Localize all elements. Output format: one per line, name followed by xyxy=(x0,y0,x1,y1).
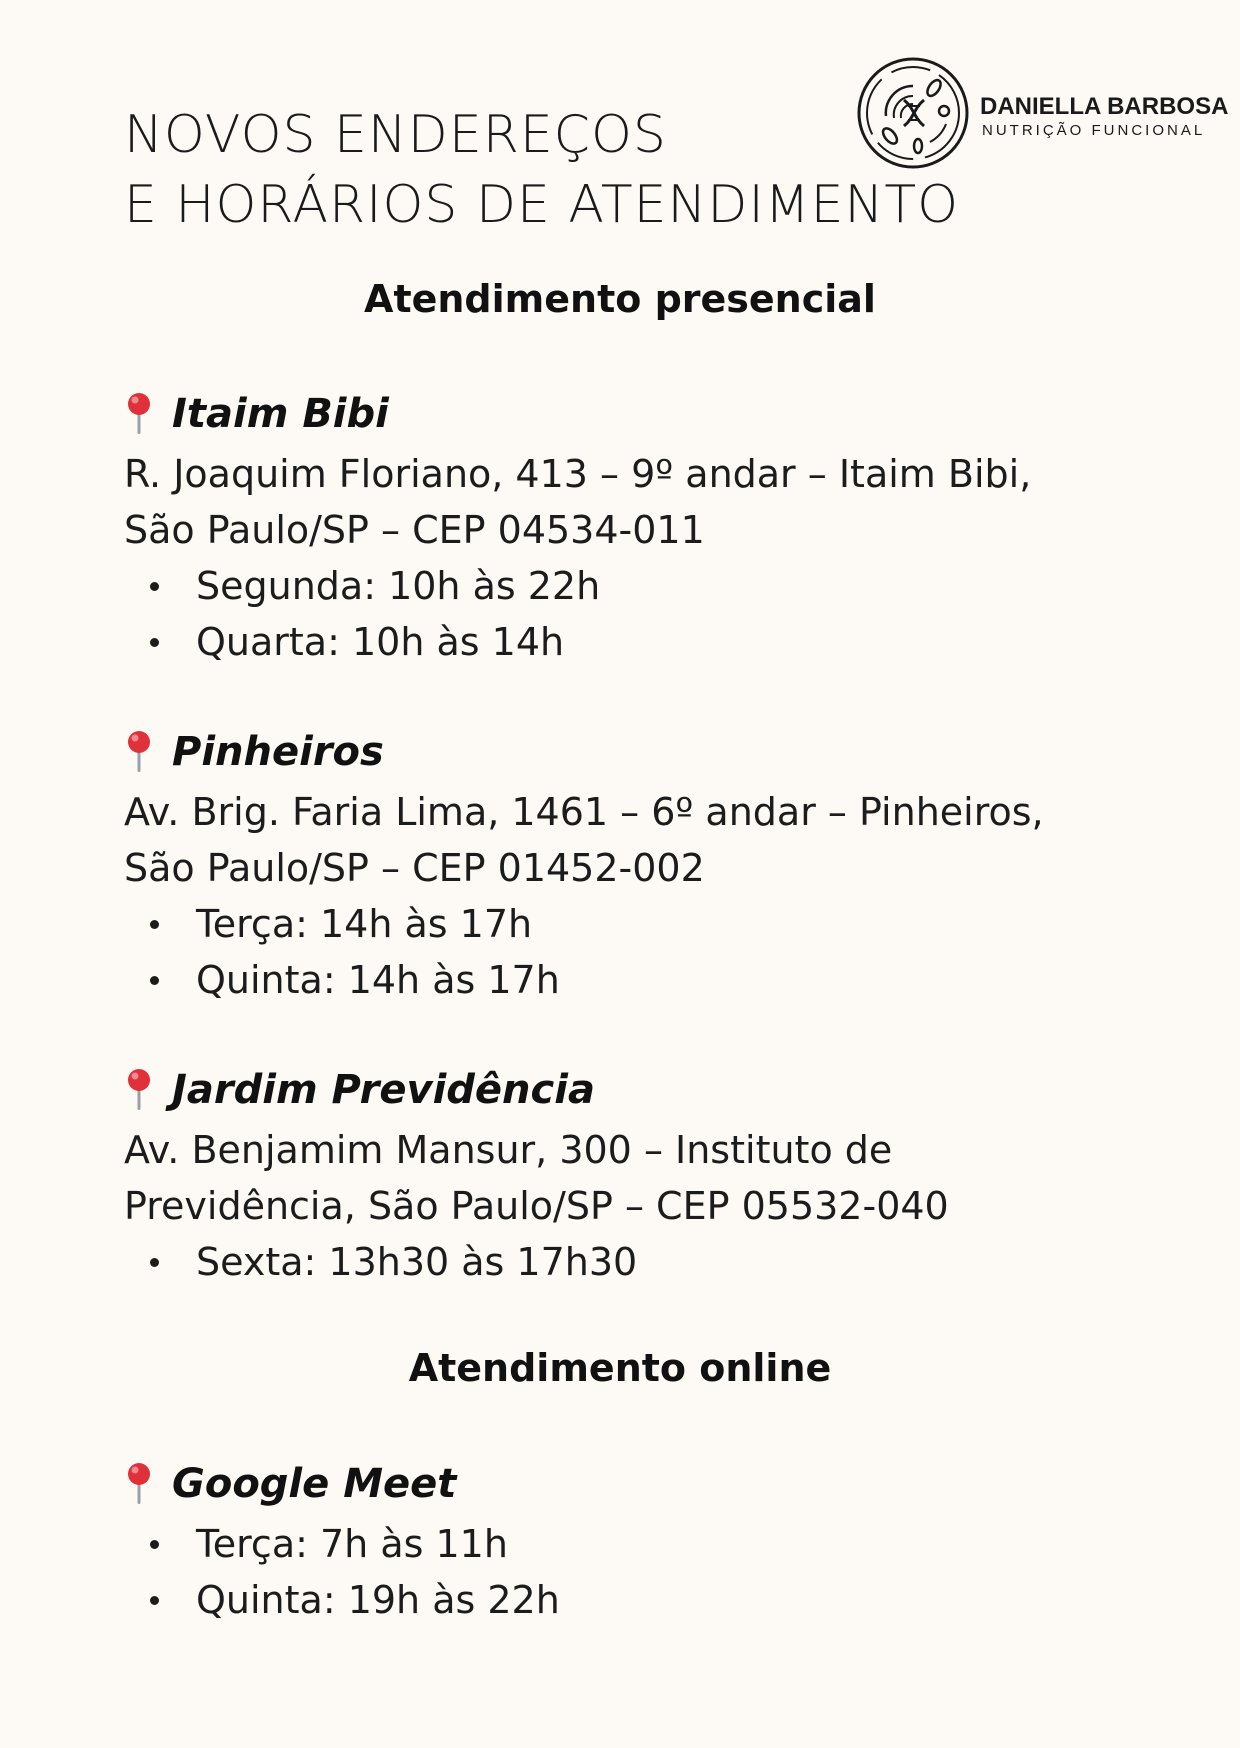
schedule-item: Quarta: 10h às 14h xyxy=(124,614,600,670)
location-name: Pinheiros xyxy=(172,729,384,775)
schedule-item: Quinta: 14h às 17h xyxy=(124,952,560,1008)
location-title-pinheiros xyxy=(124,724,384,780)
location-name: Google Meet xyxy=(172,1461,457,1507)
location-pin-icon xyxy=(124,1462,154,1506)
schedule-list xyxy=(124,1234,637,1290)
page-title xyxy=(124,100,959,240)
address-line-2: São Paulo/SP – CEP 01452-002 xyxy=(124,846,705,890)
address-line-1: Av. Brig. Faria Lima, 1461 – 6º andar – Pinheiros, xyxy=(124,790,1044,834)
brand-name: DANIELLA BARBOSA xyxy=(980,93,1229,120)
location-name: Jardim Previdência xyxy=(172,1067,595,1113)
location-title-google-meet xyxy=(124,1456,456,1512)
brand-tagline: NUTRIÇÃO FUNCIONAL xyxy=(982,122,1206,139)
address-line-1: Av. Benjamim Mansur, 300 – Instituto de xyxy=(124,1128,893,1172)
location-name: Itaim Bibi xyxy=(172,391,389,437)
location-pin-icon xyxy=(124,730,154,774)
location-pin-icon xyxy=(124,1068,154,1112)
schedule-item: Terça: 14h às 17h xyxy=(124,896,560,952)
brand-logo xyxy=(856,56,1229,170)
location-title-itaim-bibi xyxy=(124,386,389,442)
location-pin-icon xyxy=(124,392,154,436)
page-title-line-2: E HORÁRIOS DE ATENDIMENTO xyxy=(124,175,960,235)
location-title-jardim-previdencia xyxy=(124,1062,595,1118)
dna-circle-logo-icon xyxy=(856,56,970,170)
schedule-list xyxy=(124,1516,560,1628)
schedule-item: Terça: 7h às 11h xyxy=(124,1516,560,1572)
location-address xyxy=(124,1122,949,1234)
schedule-list xyxy=(124,896,560,1008)
schedule-item: Segunda: 10h às 22h xyxy=(124,558,600,614)
schedule-item: Quinta: 19h às 22h xyxy=(124,1572,560,1628)
schedule-item: Sexta: 13h30 às 17h30 xyxy=(124,1234,637,1290)
page-title-line-1: NOVOS ENDEREÇOS xyxy=(124,105,667,165)
heading-online: Atendimento online xyxy=(408,1346,832,1390)
address-line-1: R. Joaquim Floriano, 413 – 9º andar – Itaim Bibi, xyxy=(124,452,1032,496)
location-address xyxy=(124,784,1044,896)
address-line-2: São Paulo/SP – CEP 04534-011 xyxy=(124,508,705,552)
address-line-2: Previdência, São Paulo/SP – CEP 05532-040 xyxy=(124,1184,949,1228)
heading-presencial: Atendimento presencial xyxy=(364,277,876,321)
schedule-list xyxy=(124,558,600,670)
location-address xyxy=(124,446,1031,558)
